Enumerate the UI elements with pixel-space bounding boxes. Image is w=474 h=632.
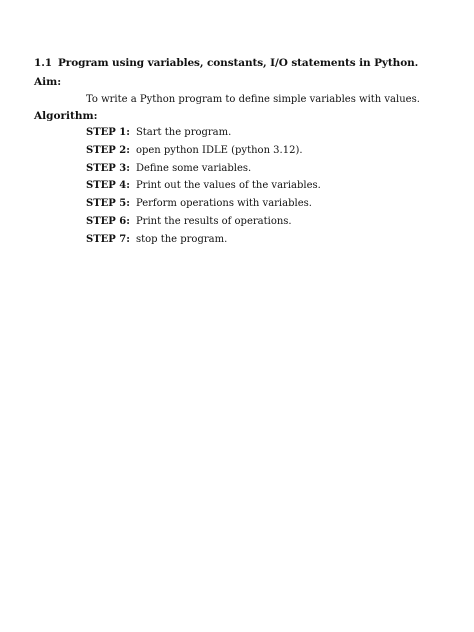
step-item	[86, 198, 321, 216]
step-label: STEP 3:	[86, 162, 130, 174]
step-item	[86, 234, 321, 252]
step-label: STEP 5:	[86, 198, 130, 210]
step-item	[86, 127, 321, 145]
step-label: STEP 1:	[86, 127, 130, 138]
step-text: Define some variables.	[135, 162, 252, 174]
step-text: Perform operations with variables.	[135, 198, 312, 210]
algorithm-label: Algorithm:	[34, 110, 98, 122]
step-text: Start the program.	[135, 127, 232, 138]
step-text: Print the results of operations.	[135, 215, 292, 227]
section-number: 1.1	[34, 57, 52, 69]
section-title: Program using variables, constants, I/O statements in Python.	[57, 57, 419, 69]
step-item	[86, 145, 321, 163]
step-label: STEP 4:	[86, 180, 130, 192]
step-item	[86, 216, 321, 234]
aim-text: To write a Python program to define simple variables with values.	[86, 94, 420, 105]
step-label: STEP 7:	[86, 233, 130, 245]
step-label: STEP 6:	[86, 215, 130, 227]
algorithm-steps	[86, 127, 321, 252]
step-item	[86, 180, 321, 198]
step-text: Print out the values of the variables.	[135, 180, 321, 192]
aim-label: Aim:	[34, 76, 62, 88]
step-label: STEP 2:	[86, 144, 130, 156]
step-text: stop the program.	[135, 233, 228, 245]
step-text: open python IDLE (python 3.12).	[135, 144, 303, 156]
step-item	[86, 163, 321, 181]
section-heading	[34, 57, 418, 69]
